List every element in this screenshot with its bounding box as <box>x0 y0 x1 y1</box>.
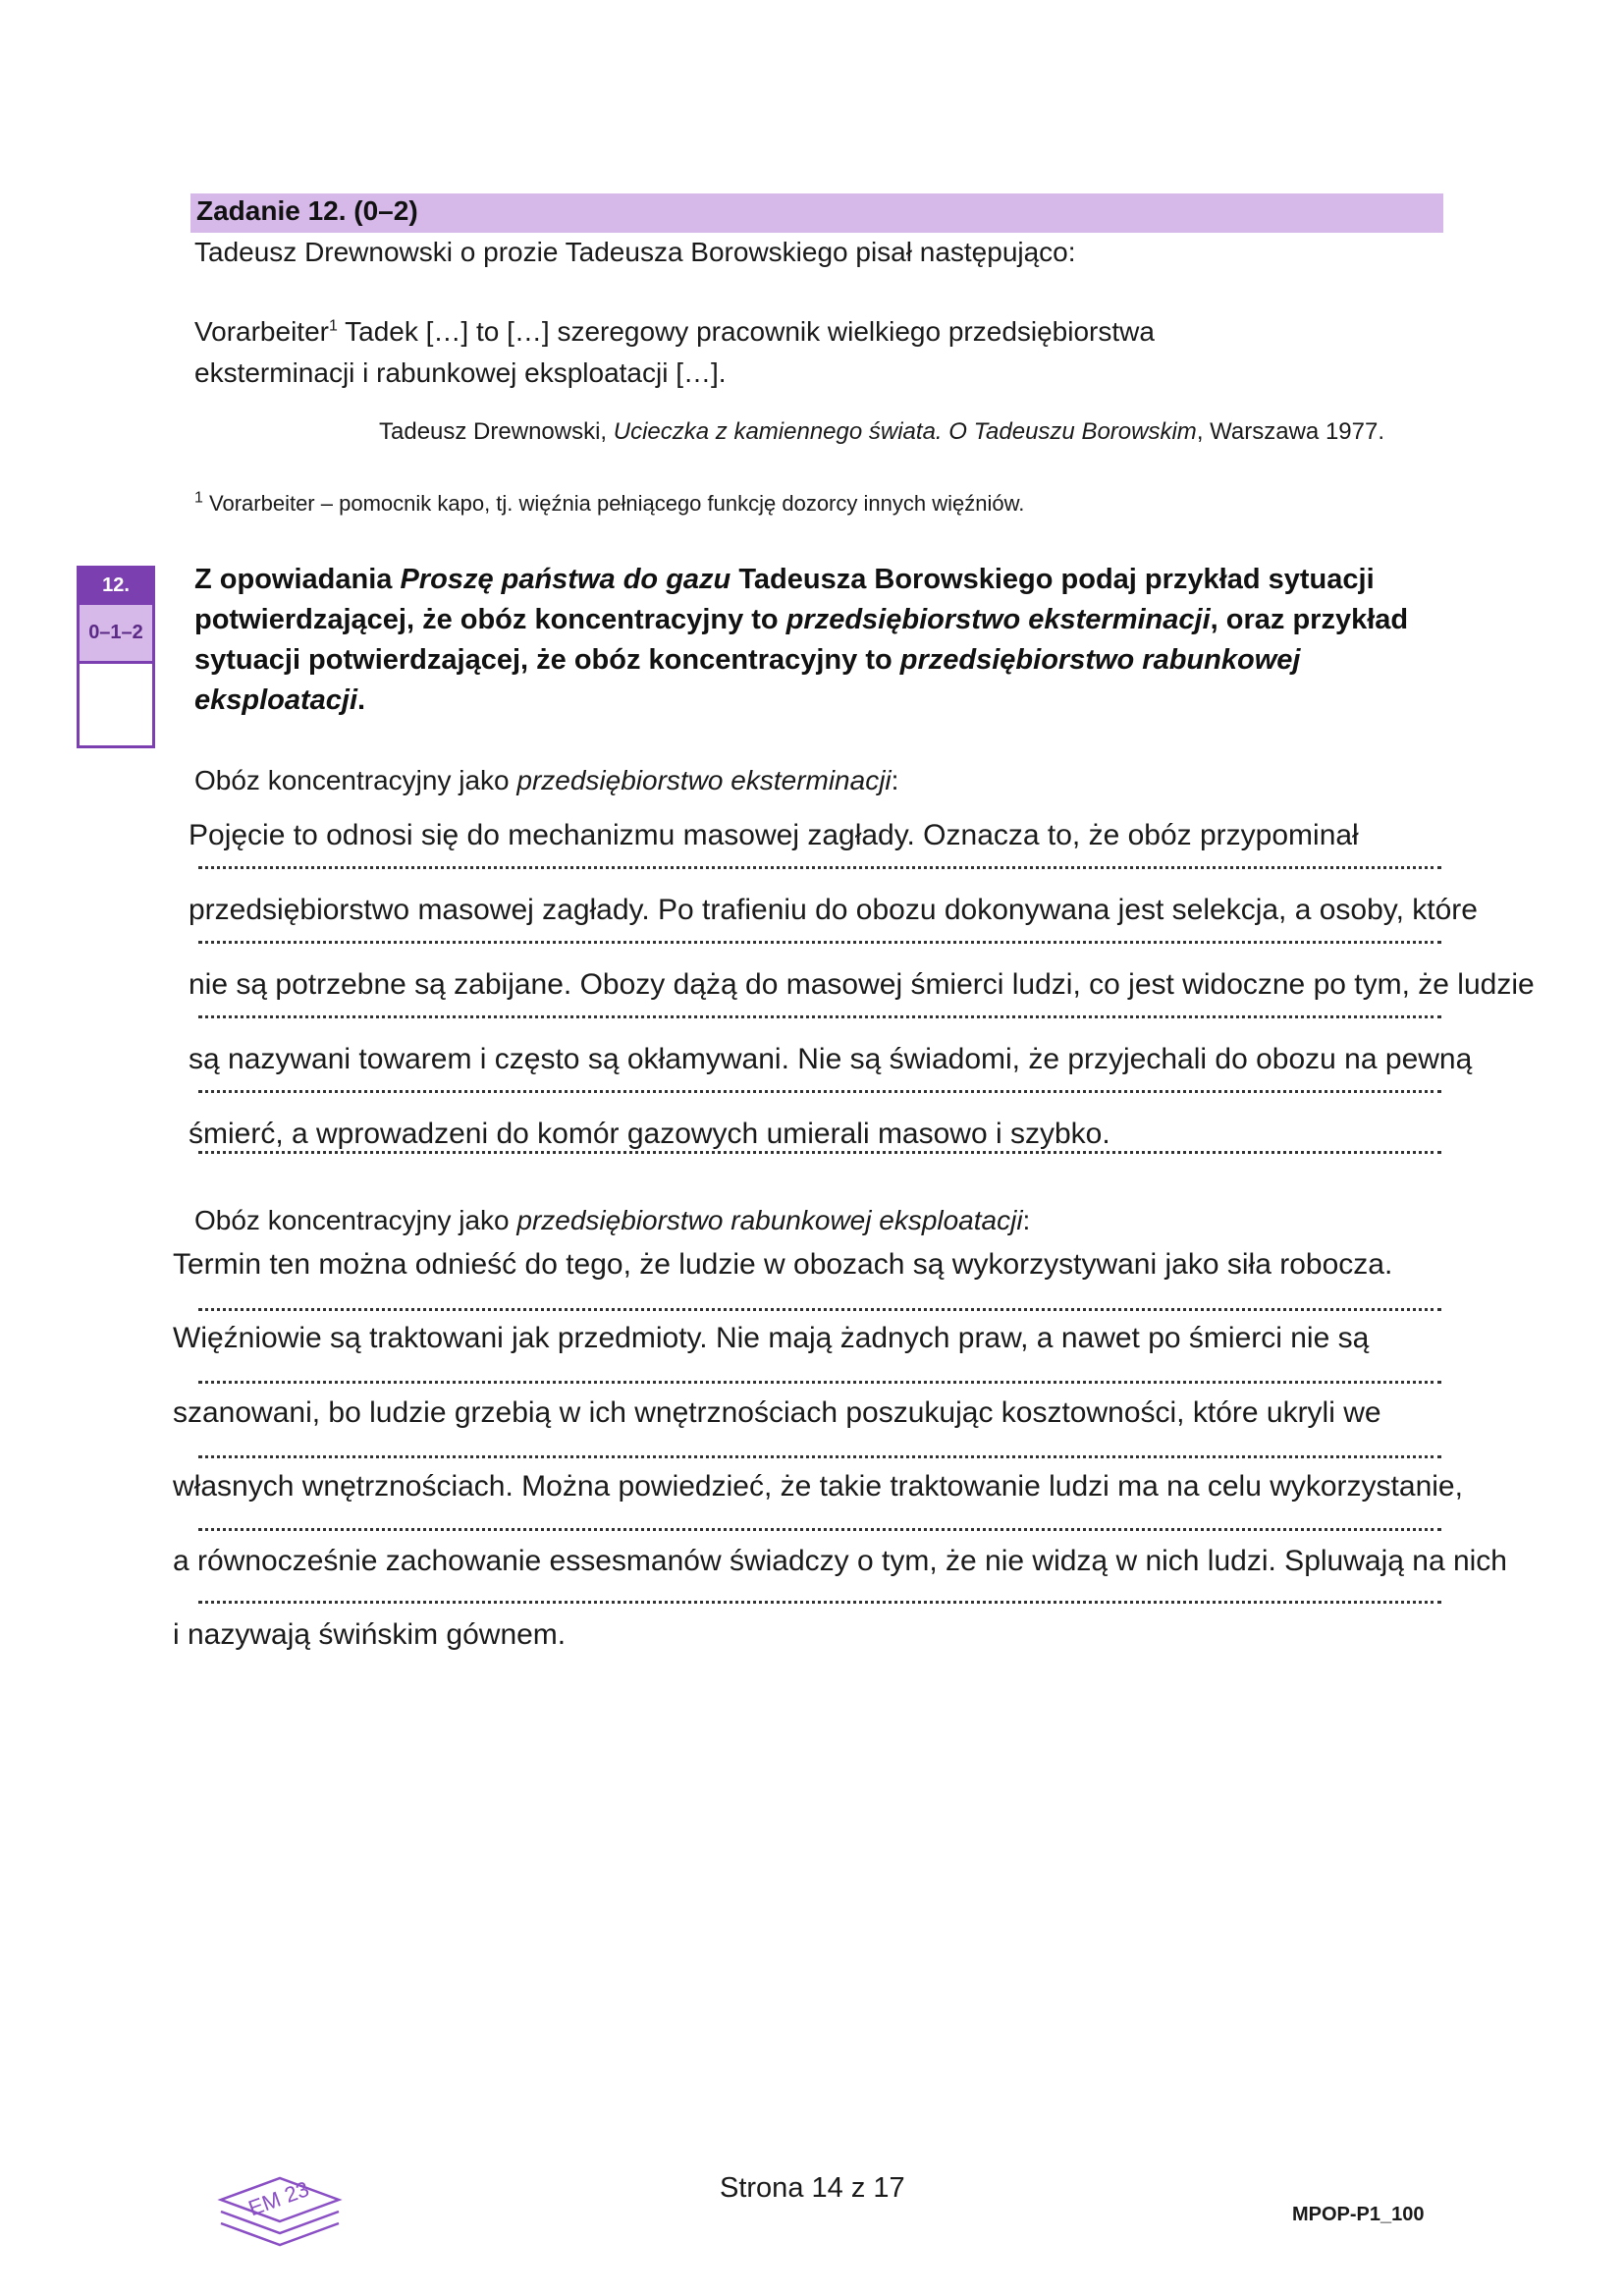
answer2-line-4: własnych wnętrznościach. Można powiedzieć, że takie traktowanie ludzi ma na celu wykorzystanie, <box>173 1470 1463 1503</box>
task-intro: Tadeusz Drewnowski o prozie Tadeusza Borowskiego pisał następująco: <box>194 237 1076 267</box>
answer1-line-5: śmierć, a wprowadzeni do komór gazowych umierali masowo i szybko. <box>189 1118 1110 1150</box>
answer-line <box>198 1601 1441 1604</box>
answer-line <box>198 1015 1441 1018</box>
label-term: przedsiębiorstwo rabunkowej eksploatacji <box>516 1205 1023 1235</box>
source-title: Ucieczka z kamiennego świata. O Tadeuszu Borowskim <box>613 418 1197 445</box>
label-colon: : <box>1022 1205 1031 1235</box>
answer-line <box>198 866 1441 869</box>
task-instruction <box>194 560 1461 721</box>
instruction-title: Proszę państwa do gazu <box>400 564 731 595</box>
footnote-number: 1 <box>194 489 203 507</box>
answer2-line-3: szanowani, bo ludzie grzebią w ich wnętrznościach poszukując kosztowności, które ukryli we <box>173 1396 1381 1429</box>
answer1-line-4: są nazywani towarem i często są okłamywani. Nie są świadomi, że przyjechali do obozu na pewną <box>189 1043 1473 1075</box>
quote-word: Vorarbeiter <box>194 316 329 347</box>
instruction-part: Z opowiadania <box>194 564 401 595</box>
footnote-marker: 1 <box>328 317 338 335</box>
quote-rest: Tadek […] to […] szeregowy pracownik wielkiego przedsiębiorstwa <box>337 316 1155 347</box>
quote-line-2: eksterminacji i rabunkowej eksploatacji […]. <box>194 357 727 388</box>
section1-label <box>194 761 898 800</box>
footnote <box>194 489 1024 519</box>
score-range: 0–1–2 <box>80 605 152 664</box>
page-number: Strona 14 z 17 <box>720 2172 905 2204</box>
instruction-part: . <box>357 684 366 716</box>
answer-line <box>198 1381 1441 1384</box>
cke-logo-icon <box>211 2160 349 2259</box>
instruction-part: Tadeusza Borowskiego podaj przykład sytuacji potwierdzającej, że obóz koncentracyjny to <box>194 564 1375 635</box>
instruction-term: przedsiębiorstwo eksterminacji <box>785 604 1211 635</box>
instruction-part: , oraz przykład sytuacji potwierdzającej, że obóz koncentracyjny to <box>194 604 1409 676</box>
label-text: Obóz koncentracyjny jako <box>194 765 517 795</box>
answer1-line-3: nie są potrzebne są zabijane. Obozy dążą do masowej śmierci ludzi, co jest widoczne po tym, że ludzie <box>189 968 1535 1001</box>
label-term: przedsiębiorstwo eksterminacji <box>516 765 892 795</box>
quote-source <box>379 416 1384 448</box>
answer-line <box>198 1455 1441 1458</box>
answer-line <box>198 1528 1441 1531</box>
answer-line <box>198 1090 1441 1093</box>
answer2-line-6: i nazywają świńskim gównem. <box>173 1618 567 1651</box>
source-rest: , Warszawa 1977. <box>1196 418 1385 445</box>
quote-line-1 <box>194 312 1155 352</box>
task-number: 12. <box>77 566 155 605</box>
logo-text: EM 23 <box>244 2176 312 2221</box>
label-text: Obóz koncentracyjny jako <box>194 1205 517 1235</box>
answer2-line-1: Termin ten można odnieść do tego, że ludzie w obozach są wykorzystywani jako siła robocza. <box>173 1248 1393 1281</box>
answer-line <box>198 941 1441 944</box>
answer2-line-2: Więźniowie są traktowani jak przedmioty. Nie mają żadnych praw, a nawet po śmierci nie są <box>173 1322 1370 1354</box>
answer1-line-1: Pojęcie to odnosi się do mechanizmu masowej zagłady. Oznacza to, że obóz przypominał <box>189 819 1359 851</box>
footnote-text: Vorarbeiter – pomocnik kapo, tj. więźnia pełniącego funkcję dozorcy innych więźniów. <box>202 491 1025 516</box>
label-colon: : <box>891 765 899 795</box>
answer-line <box>198 1308 1441 1311</box>
answer2-line-5: a równocześnie zachowanie essesmanów świadczy o tym, że nie widzą w nich ludzi. Spluwają na nich <box>173 1545 1507 1577</box>
instruction-term: przedsiębiorstwo rabunkowej eksploatacji <box>194 644 1301 716</box>
source-author: Tadeusz Drewnowski, <box>379 418 614 445</box>
answer1-line-2: przedsiębiorstwo masowej zagłady. Po trafieniu do obozu dokonywana jest selekcja, a osoby, które <box>189 894 1478 926</box>
section2-label <box>194 1201 1030 1240</box>
exam-code: MPOP-P1_100 <box>1292 2204 1425 2225</box>
task-header: Zadanie 12. (0–2) <box>196 195 418 226</box>
